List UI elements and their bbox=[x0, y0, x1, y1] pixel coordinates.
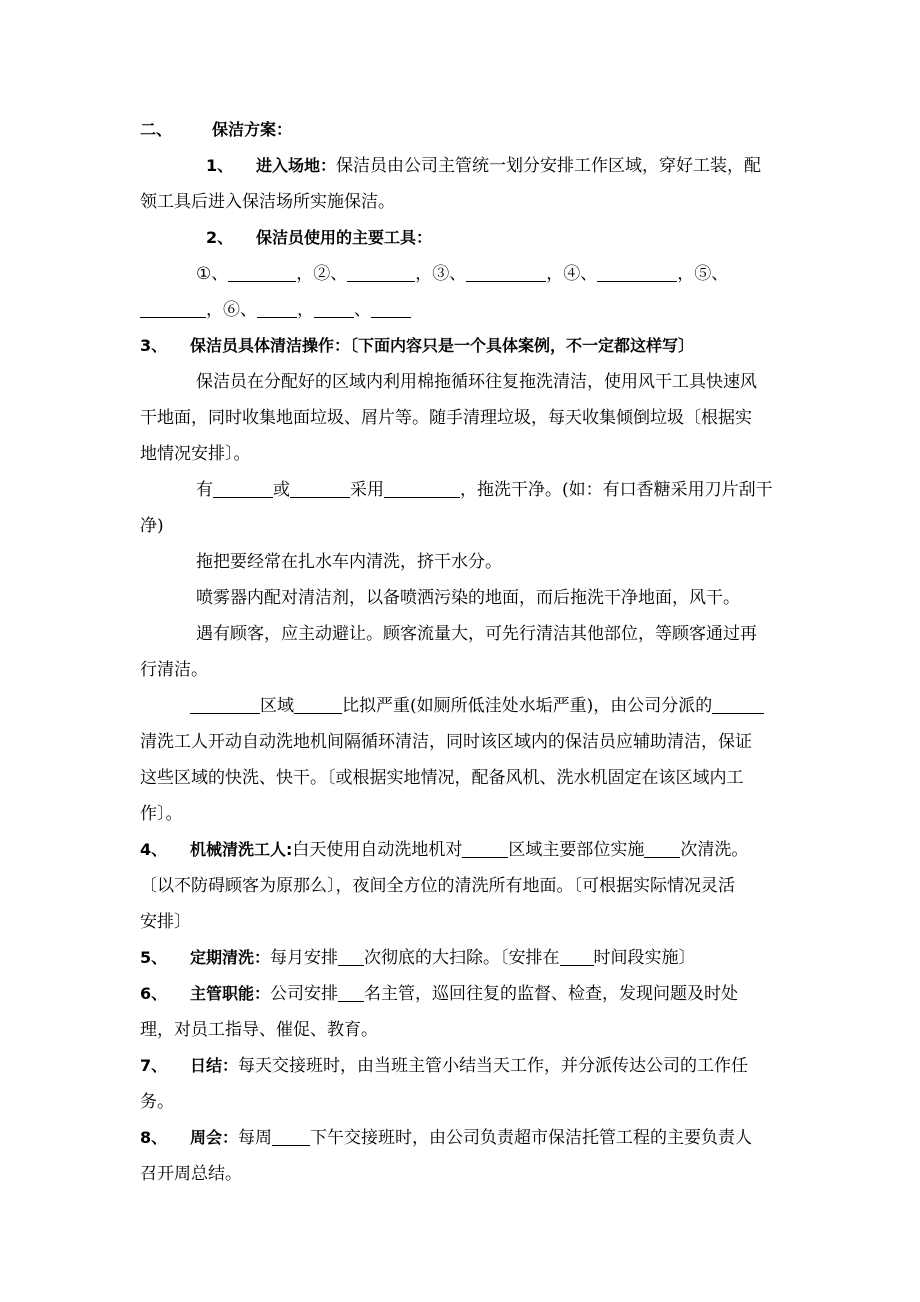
item-4-text-2: 区域主要部位实施 bbox=[508, 840, 645, 860]
item-3-number: 3、 bbox=[140, 336, 168, 355]
document-body bbox=[140, 112, 810, 1192]
item-1-line-1 bbox=[140, 148, 810, 184]
text-mid: 比拟严重(如厕所低洼处水垢严重)，由公司分派的 bbox=[342, 696, 713, 716]
item-3-para-f-line-3: 这些区域的快洗、快干。〔或根据实地情况，配备风机、洗水机固定在该区域内工 bbox=[140, 768, 744, 788]
item-6-line-2: 理，对员工指导、催促、教育。 bbox=[140, 1020, 378, 1040]
tool-separator-2: 、 bbox=[354, 300, 371, 320]
item-3-para-b-line-1 bbox=[140, 472, 810, 508]
item-6-heading: 主管职能： bbox=[190, 984, 271, 1003]
item-3-para-f-line-2: 清洗工人开动自动洗地机间隔循环清洁，同时该区域内的保洁员应辅助清洁，保证 bbox=[140, 732, 752, 752]
item-5-text-2: 次彻底的大扫除。〔安排在 bbox=[364, 948, 560, 968]
text-you: 有 bbox=[196, 480, 213, 500]
tool-blank-8[interactable] bbox=[371, 297, 411, 318]
tool-marker-2: ，②、 bbox=[296, 264, 348, 284]
blank-stain-2[interactable] bbox=[290, 477, 350, 498]
section-title: 保洁方案： bbox=[212, 120, 293, 139]
item-3-para-e-line-1: 遇有顾客，应主动避让。顾客流量大，可先行清洁其他部位，等顾客通过再 bbox=[196, 624, 757, 644]
item-8-line-1 bbox=[140, 1120, 810, 1156]
blank-machine-area[interactable] bbox=[462, 837, 508, 858]
item-3-para-f-line-1 bbox=[140, 688, 810, 724]
item-6-line-1 bbox=[140, 976, 810, 1012]
tool-blank-6[interactable] bbox=[257, 297, 297, 318]
item-3-para-c: 拖把要经常在扎水车内清洗，挤干水分。 bbox=[196, 552, 502, 572]
item-3-heading-line bbox=[140, 328, 810, 364]
blank-area[interactable] bbox=[190, 693, 260, 714]
item-6-number: 6、 bbox=[140, 984, 168, 1003]
item-3-para-a-line-2: 干地面，同时收集地面垃圾、屑片等。随手清理垃圾，每天收集倾倒垃圾〔根据实 bbox=[140, 408, 752, 428]
blank-time-slot[interactable] bbox=[560, 945, 594, 966]
tool-blank-2[interactable] bbox=[347, 261, 415, 282]
item-4-text-1: 白天使用自动洗地机对 bbox=[292, 840, 463, 860]
item-2-heading: 保洁员使用的主要工具： bbox=[256, 228, 433, 247]
item-4-text-3: 次清洗。 bbox=[680, 840, 749, 860]
text-caiyong: 采用 bbox=[350, 480, 384, 500]
item-5-text-1: 每月安排 bbox=[270, 948, 339, 968]
item-1-text: 保洁员由公司主管统一划分安排工作区域，穿好工装，配 bbox=[336, 156, 762, 176]
item-7-text: 每天交接班时，由当班主管小结当天工作，并分派传达公司的工作任 bbox=[238, 1056, 749, 1076]
item-1-number: 1、 bbox=[206, 156, 234, 175]
text-quyu: 区域 bbox=[260, 696, 294, 716]
tools-blanks-line-2 bbox=[140, 292, 810, 328]
item-8-text-1: 每周 bbox=[238, 1128, 273, 1148]
text-rest: ，拖洗干净。(如：有口香糖采用刀片刮干 bbox=[460, 480, 773, 500]
item-7-line-1 bbox=[140, 1048, 810, 1084]
item-7-heading: 日结： bbox=[190, 1056, 239, 1075]
blank-stain-1[interactable] bbox=[213, 477, 273, 498]
item-2-number: 2、 bbox=[206, 228, 234, 247]
item-3-para-a-line-1: 保洁员在分配好的区域内利用棉拖循环往复拖洗清洁，使用风干工具快速风 bbox=[196, 372, 757, 392]
item-4-line-3: 安排〕 bbox=[140, 912, 191, 932]
item-1-line-2: 领工具后进入保洁场所实施保洁。 bbox=[140, 192, 395, 212]
tool-marker-1: ①、 bbox=[196, 264, 229, 284]
item-5-text-3: 时间段实施〕 bbox=[593, 948, 696, 968]
tool-blank-3[interactable] bbox=[466, 261, 546, 282]
item-6-text-2: 名主管，巡回往复的监督、检查，发现问题及时处 bbox=[364, 984, 739, 1004]
blank-degree[interactable] bbox=[294, 693, 342, 714]
blank-weekday[interactable] bbox=[272, 1125, 310, 1146]
item-3-para-a-line-3: 地情况安排〕。 bbox=[140, 444, 251, 464]
tool-marker-5: ，⑤、 bbox=[677, 264, 729, 284]
tools-blanks-line-1 bbox=[140, 256, 810, 292]
blank-wash-times[interactable] bbox=[644, 837, 680, 858]
tool-separator: ， bbox=[297, 300, 314, 320]
section-heading bbox=[140, 112, 810, 148]
item-8-heading: 周会： bbox=[190, 1128, 239, 1147]
item-7-number: 7、 bbox=[140, 1056, 168, 1075]
item-4-line-1: 4、 机械清洗工人:白天使用自动洗地机对 区域主要部位实施 次清洗。 bbox=[140, 832, 810, 868]
item-3-para-d: 喷雾器内配对清洁剂，以备喷洒污染的地面，而后拖洗干净地面，风干。 bbox=[196, 588, 740, 608]
text-huo: 或 bbox=[273, 480, 290, 500]
tool-blank-5[interactable] bbox=[140, 297, 206, 318]
item-4-number: 4、 bbox=[140, 840, 168, 859]
tool-marker-3: ，③、 bbox=[415, 264, 467, 284]
item-7-line-2: 务。 bbox=[140, 1092, 174, 1112]
tool-blank-1[interactable] bbox=[228, 261, 296, 282]
item-4-line-2: 〔以不防碍顾客为原那么〕，夜间全方位的清洗所有地面。〔可根据实际情况灵活 bbox=[140, 876, 735, 896]
item-1-heading: 进入场地： bbox=[256, 156, 337, 175]
blank-cleaning-times[interactable] bbox=[338, 945, 364, 966]
item-5-number: 5、 bbox=[140, 948, 168, 967]
tool-marker-6: ，⑥、 bbox=[206, 300, 257, 320]
blank-worker-count[interactable] bbox=[712, 693, 764, 714]
tool-blank-7[interactable] bbox=[314, 297, 354, 318]
tool-marker-4: ，④、 bbox=[546, 264, 598, 284]
item-8-number: 8、 bbox=[140, 1128, 168, 1147]
item-3-heading: 保洁员具体清洁操作：〔下面内容只是一个具体案例，不一定都这样写〕 bbox=[190, 336, 695, 355]
section-number: 二、 bbox=[140, 120, 173, 139]
item-8-line-2: 召开周总结。 bbox=[140, 1164, 242, 1184]
item-5-line bbox=[140, 940, 810, 976]
item-4-heading: 机械清洗工人 bbox=[190, 840, 287, 859]
item-3-para-f-line-4: 作〕。 bbox=[140, 804, 183, 824]
item-2-heading-line bbox=[140, 220, 810, 256]
item-3-para-b-line-2: 净) bbox=[140, 516, 164, 536]
blank-supervisor-count[interactable] bbox=[338, 981, 364, 1002]
blank-method[interactable] bbox=[384, 477, 460, 498]
item-5-heading: 定期清洗： bbox=[190, 948, 271, 967]
item-8-text-2: 下午交接班时，由公司负责超市保洁托管工程的主要负责人 bbox=[310, 1128, 753, 1148]
tool-blank-4[interactable] bbox=[597, 261, 677, 282]
item-6-text-1: 公司安排 bbox=[270, 984, 339, 1004]
item-3-para-e-line-2: 行清洁。 bbox=[140, 660, 208, 680]
